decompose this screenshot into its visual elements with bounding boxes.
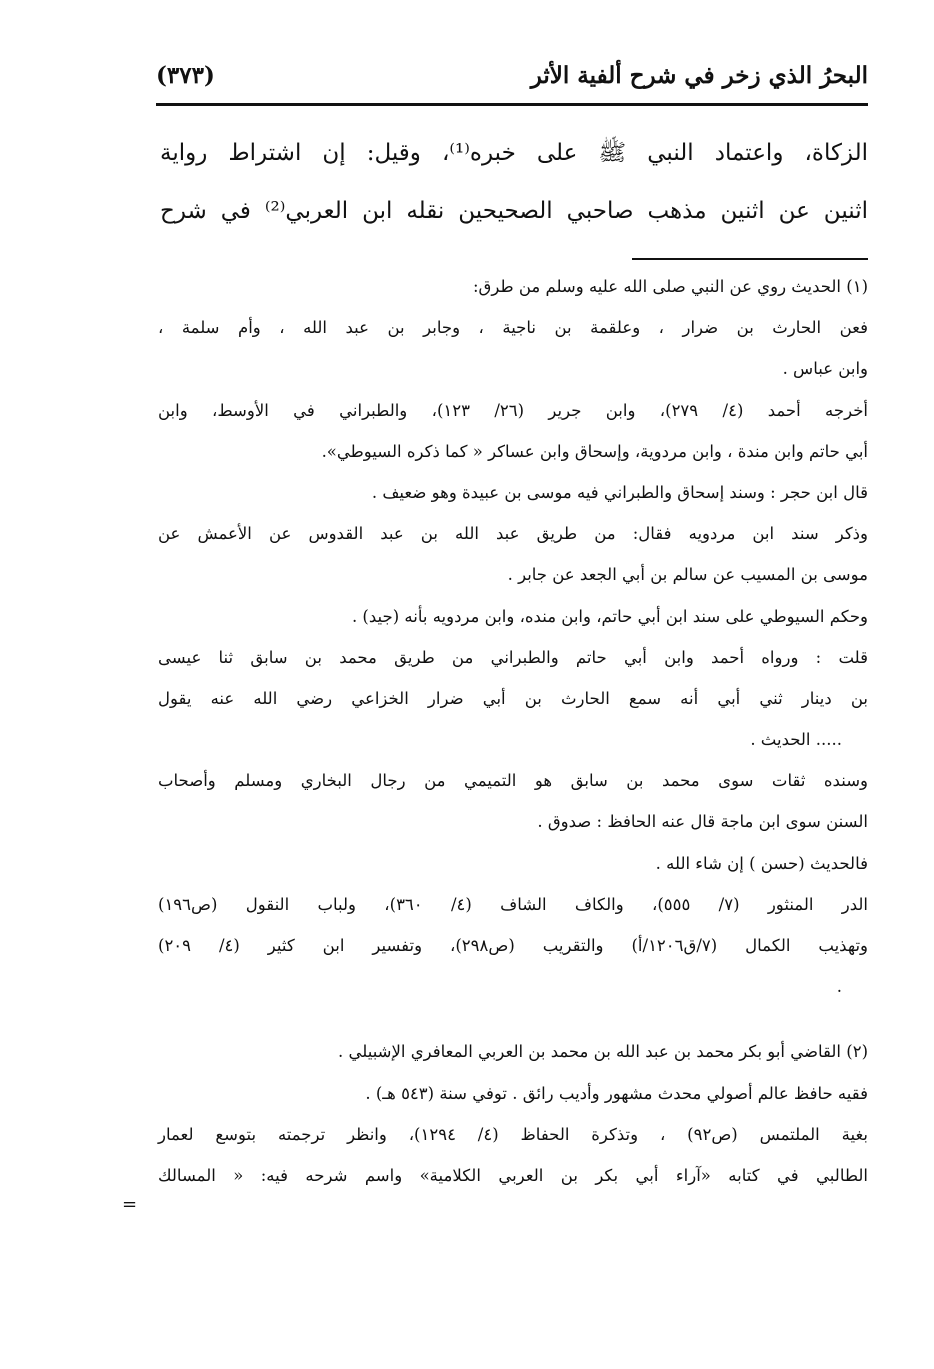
footnote-line: أبي حاتم وابن مندة ، وابن مردوية، وإسحاق وابن عساكر « كما ذكره السيوطي».	[321, 441, 868, 461]
footnote-line: قال ابن حجر : وسند إسحاق والطبراني فيه موسى بن عبيدة وهو ضعيف .	[371, 482, 868, 502]
footnote-line: السنن سوى ابن ماجة قال عنه الحافظ : صدوق .	[537, 812, 868, 832]
footnote-line: وسنده ثقات سوى محمد بن سابق هو التميمي من رجال البخاري ومسلم وأصحاب	[158, 771, 868, 791]
footnote-line: فالحديث (حسن ) إن شاء الله .	[655, 853, 868, 873]
footnote-line: الطالبي في كتابه «آراء أبي بكر بن العربي الكلامية» واسم شرحه فيه: « المسالك	[158, 1165, 868, 1185]
footnote-line: (١) الحديث روي عن النبي صلى الله عليه وسلم من طرق:	[472, 277, 868, 296]
footnote-line: .	[836, 977, 842, 997]
footnote-line: وابن عباس .	[782, 359, 868, 379]
footnote-line: وذكر سند ابن مردويه فقال: من طريق عبد الله بن عبد القدوس عن الأعمش عن	[158, 524, 868, 544]
continuation-mark: =	[122, 1194, 138, 1215]
footnote-line: بن دينار ثني أبي أنه سمع الحارث بن أبي ضرار الخزاعي رضي الله عنه يقول	[158, 688, 868, 708]
footnote-line: فعن الحارث بن ضرار ، وعلقمة بن ناجية ، وجابر بن عبد الله ، وأم سلمة ،	[158, 318, 868, 338]
main-text-line: الزكاة، واعتماد النبي ﷺ على خبره⁽¹⁾، وقيل: إن اشتراط رواية	[160, 140, 868, 166]
footnote-separator	[632, 258, 868, 260]
running-title: البحرُ الذي زخر في شرح ألفية الأثر	[530, 62, 868, 89]
page-number: (٣٧٣)	[156, 62, 215, 89]
footnote-line: موسى بن المسيب عن سالم بن أبي الجعد عن جابر .	[507, 565, 868, 585]
footnote-line: وتهذيب الكمال (٧/ق١٢٠٦/أ) والتقريب (ص٢٩٨)، وتفسير ابن كثير (٤/ ٢٠٩)	[158, 936, 869, 955]
footnote-line: قلت : ورواه أحمد وابن أبي حاتم والطبراني من طريق محمد بن سابق ثنا عيسى	[158, 647, 868, 667]
footnotes	[158, 266, 868, 1196]
main-text-line: اثنين عن اثنين مذهب صاحبي الصحيحين نقله ابن العربي⁽²⁾ في شرح	[160, 198, 868, 224]
footnote-line: الدر المنثور (٧/ ٥٥٥)، والكاف الشاف (٤/ ٣٦٠)، ولباب النقول (ص١٩٦)	[158, 894, 868, 914]
footnote-line: وحكم السيوطي على سند ابن أبي حاتم، وابن منده، وابن مردويه بأنه (جيد) .	[351, 606, 868, 626]
footnote-line: أخرجه أحمد (٤/ ٢٧٩)، وابن جرير (٢٦/ ١٢٣)، والطبراني في الأوسط، وابن	[158, 400, 868, 420]
header-rule	[156, 103, 868, 106]
main-text	[160, 124, 868, 240]
footnote-line: ..... الحديث .	[750, 730, 842, 750]
footnote-line: بغية الملتمس (ص٩٢) ، وتذكرة الحفاظ (٤/ ١٢٩٤)، وانظر ترجمته بتوسع لعمار	[158, 1124, 868, 1144]
footnote-2	[158, 1031, 868, 1196]
footnote-line: فقيه حافظ عالم أصولي محدث مشهور وأديب رائق . توفي سنة (٥٤٣ هـ) .	[365, 1083, 868, 1103]
footnote-line: (٢) القاضي أبو بكر محمد بن عبد الله بن محمد بن العربي المعافري الإشبيلي .	[338, 1042, 868, 1062]
page-header	[156, 62, 868, 102]
footnote-gap	[158, 1007, 868, 1031]
footnote-1	[158, 266, 868, 1007]
